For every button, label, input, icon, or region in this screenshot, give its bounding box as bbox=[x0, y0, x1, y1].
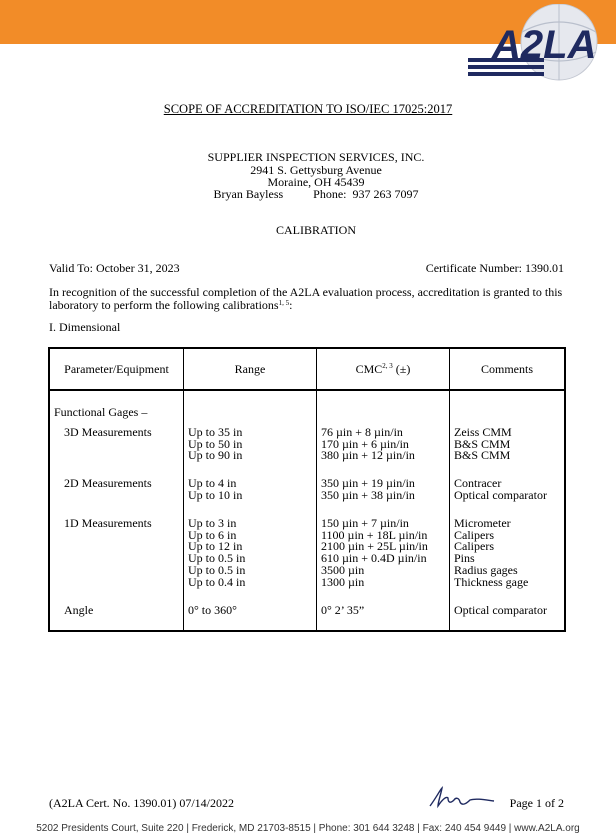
org-address-line1: 2941 S. Gettysburg Avenue bbox=[250, 163, 382, 177]
table-row: 3D Measurements Up to 35 in Up to 50 in Up to 90 in 76 µin + 8 µin/in 170 µin + 6 µin/in 380 µin + 12 µin/in Zeiss CMM B&S CMM B&S CMM bbox=[49, 427, 565, 462]
header-comments: Comments bbox=[450, 348, 566, 390]
table-row: Angle 0° to 360° 0° 2’ 35” Optical comparator bbox=[49, 605, 565, 632]
signature-image bbox=[426, 784, 496, 810]
a2la-logo bbox=[462, 4, 612, 82]
footer-cert-number: (A2LA Cert. No. 1390.01) 07/14/2022 bbox=[49, 796, 234, 810]
org-address-line2: Moraine, OH 45439 bbox=[267, 175, 365, 189]
scope-table bbox=[48, 347, 566, 632]
field-heading: CALIBRATION bbox=[276, 223, 356, 237]
table-row: 2D Measurements Up to 4 in Up to 10 in 350 µin + 19 µin/in 350 µin + 38 µin/in Contracer Optical comparator bbox=[49, 478, 565, 502]
header-range: Range bbox=[184, 348, 317, 390]
org-name: SUPPLIER INSPECTION SERVICES, INC. bbox=[207, 150, 425, 164]
header-cmc: CMC$^{2, 3}$ (±) bbox=[317, 348, 450, 390]
logo-text: A2LA bbox=[492, 23, 597, 67]
header-param: Parameter/Equipment bbox=[49, 348, 184, 390]
recognition-paragraph: In recognition of the successful completion of the A2LA evaluation process, accreditation is granted to this laboratory to perform the following calibrations$^{1, 5}$: bbox=[49, 285, 563, 312]
page-title: SCOPE OF ACCREDITATION TO ISO/IEC 17025:2017 bbox=[163, 102, 453, 116]
page-number: Page 1 of 2 bbox=[509, 796, 564, 810]
table-row: 1D Measurements Up to 3 in Up to 6 in Up to 12 in Up to 0.5 in Up to 0.5 in Up to 0.4 in 150 µin + 7 µin/in 1100 µin + 18L µin/in 2100 µin + 25L µin/in 610 µin + 0.4D µin/in 3500 µin 1300 µin Micrometer Calipers Calipers Pins Radius gages Thickness gage bbox=[49, 518, 565, 589]
certificate-number: Certificate Number: 1390.01 bbox=[425, 261, 564, 275]
valid-to: Valid To: October 31, 2023 bbox=[49, 261, 180, 275]
group-label: Functional Gages – bbox=[49, 390, 184, 427]
footer-address: 5202 Presidents Court, Suite 220 | Frederick, MD 21703-8515 | Phone: 301 644 3248 | Fax: 240 454 9449 | www.A2LA.org bbox=[36, 823, 580, 834]
section-heading: I. Dimensional bbox=[49, 320, 121, 334]
org-contact: Bryan Bayless Phone: 937 263 7097 bbox=[213, 187, 419, 201]
